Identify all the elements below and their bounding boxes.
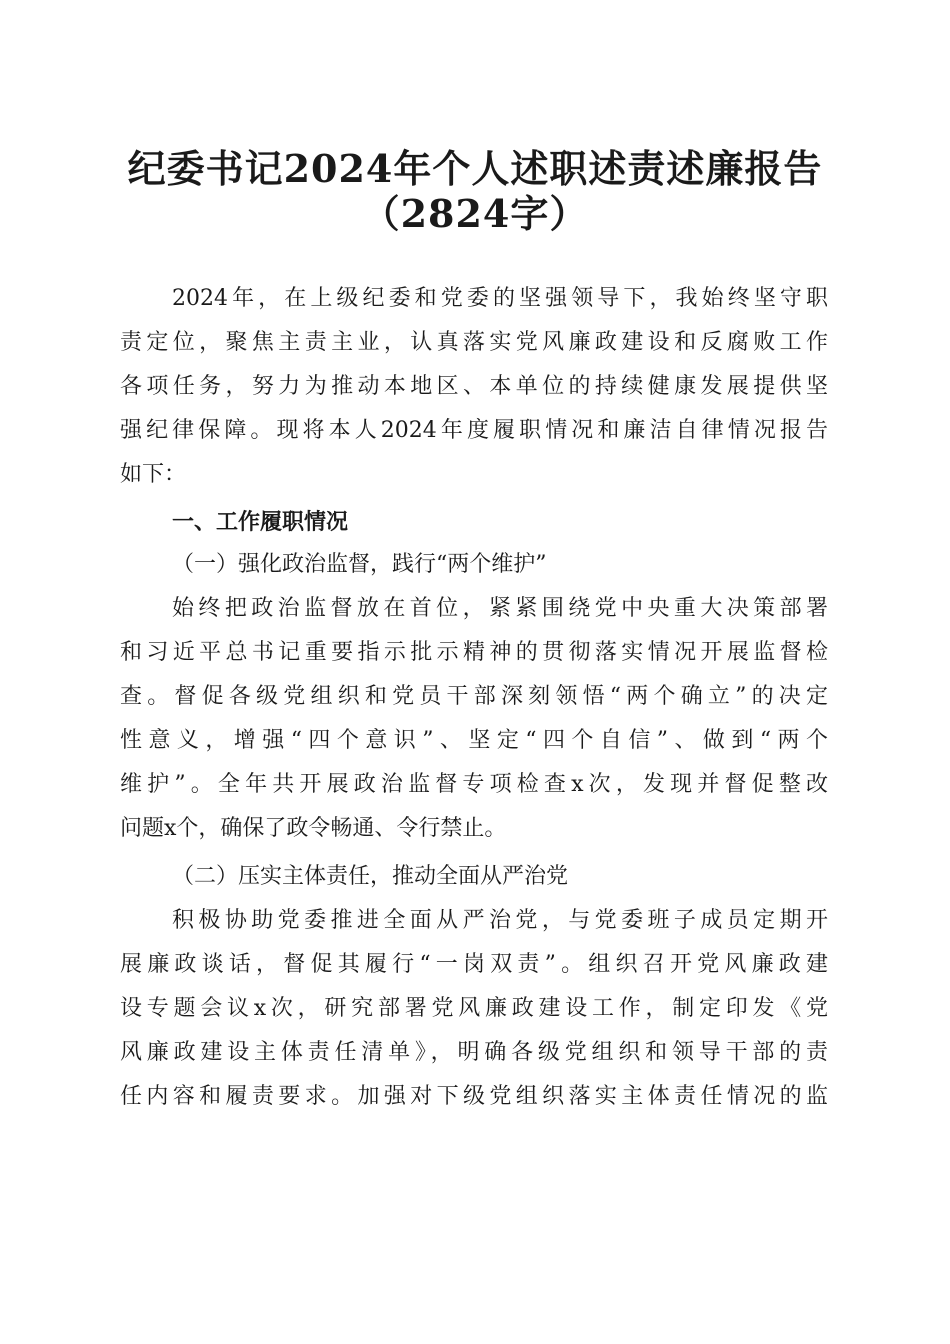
subsection-heading: （二）压实主体责任，推动全面从严治党	[172, 864, 569, 889]
paragraph-line: 和习近平总书记重要指示批示精神的贯彻落实情况开展监督检	[120, 640, 828, 665]
paragraph-line: 设专题会议x次，研究部署党风廉政建设工作，制定印发《党	[120, 996, 828, 1021]
paragraph-line: 始终把政治监督放在首位，紧紧围绕党中央重大决策部署	[172, 596, 828, 621]
paragraph-line: 查。督促各级党组织和党员干部深刻领悟“两个确立”的决定	[120, 684, 828, 709]
subsection-heading: （一）强化政治监督，践行“两个维护”	[172, 552, 547, 577]
paragraph-line: 积极协助党委推进全面从严治党，与党委班子成员定期开	[172, 908, 828, 933]
paragraph-line: 展廉政谈话，督促其履行“一岗双责”。组织召开党风廉政建	[120, 952, 828, 977]
paragraph-line: 2024年，在上级纪委和党委的坚强领导下，我始终坚守职	[172, 286, 828, 311]
paragraph-line: 强纪律保障。现将本人2024年度履职情况和廉洁自律情况报告	[120, 418, 828, 443]
document-title-wordcount: （2824字）	[361, 191, 589, 236]
document-title: 纪委书记2024年个人述职述责述廉报告	[127, 146, 823, 191]
paragraph-line: 维护”。全年共开展政治监督专项检查x次，发现并督促整改	[120, 772, 828, 797]
paragraph-line: 风廉政建设主体责任清单》，明确各级党组织和领导干部的责	[120, 1040, 828, 1065]
paragraph-line: 性意义，增强“四个意识”、坚定“四个自信”、做到“两个	[120, 728, 828, 753]
paragraph-line: 任内容和履责要求。加强对下级党组织落实主体责任情况的监	[120, 1084, 828, 1109]
paragraph-line: 责定位，聚焦主责主业，认真落实党风廉政建设和反腐败工作	[120, 330, 828, 355]
paragraph-line: 各项任务，努力为推动本地区、本单位的持续健康发展提供坚	[120, 374, 828, 399]
paragraph-line: 如下：	[120, 462, 187, 487]
paragraph-line: 问题x个，确保了政令畅通、令行禁止。	[120, 816, 507, 841]
section-heading: 一、工作履职情况	[172, 509, 349, 535]
